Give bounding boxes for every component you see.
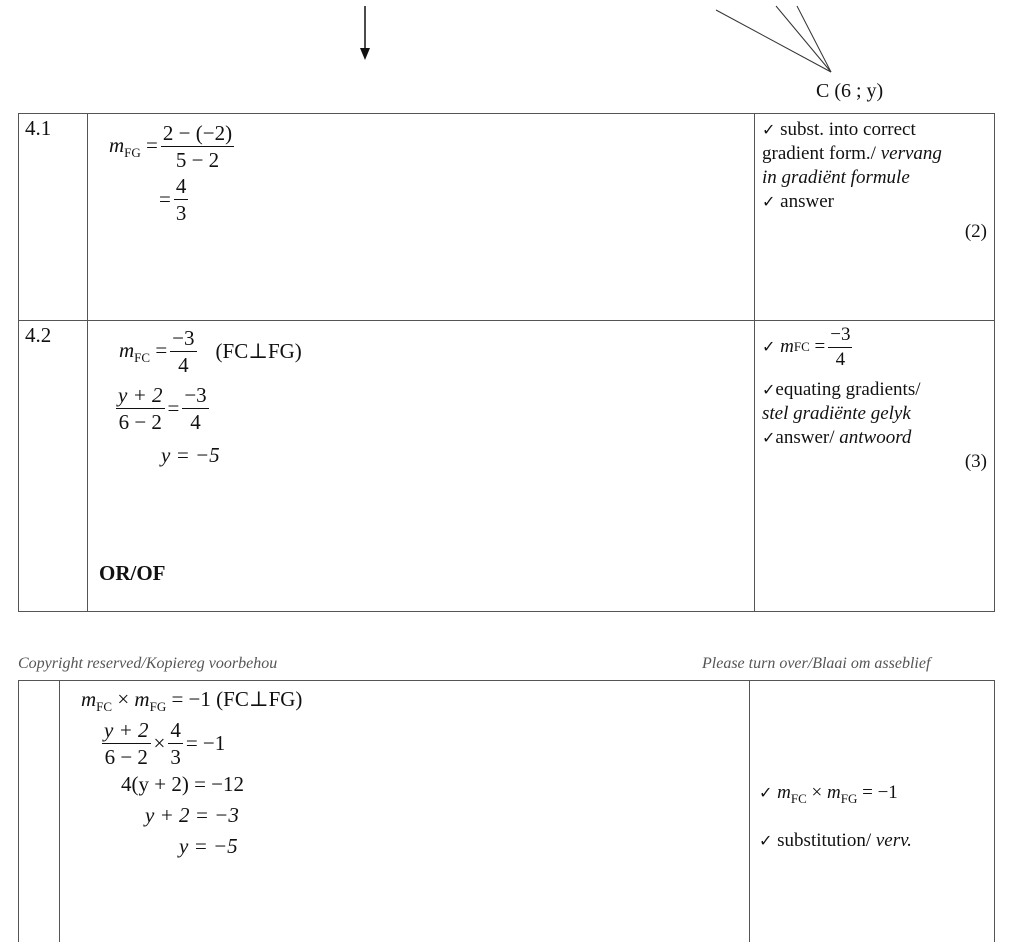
- marks-4-2-alt: ✓ $m_{FC} \times m_{FG} = -1$ ✓ substitution/ verv.: [759, 782, 912, 851]
- diagram-lines: [716, 6, 831, 72]
- answer-4-1: $m_{FG}$ = $\frac{2 - (-2)}{5 - 2}$ = $\frac{4}{3}$: [109, 121, 233, 226]
- mark-total: (3): [964, 450, 987, 472]
- question-number: 4.2: [25, 323, 52, 347]
- question-number: 4.1: [25, 116, 52, 140]
- answer-4-2-alt: $m_{FC} \times m_{FG} = -1$ (FC⊥FG) $\frac{y + 2}{6 - 2}$ × $\frac{4}{3}$ = −1 4(y + 2) = −12 y + 2 = −3 y = −5: [81, 687, 303, 859]
- row-4-2: [19, 321, 994, 611]
- answer-4-2: $m_{FC}$ = $\frac{-3}{4}$ (FC⊥FG) $\frac{y + 2}{6 - 2}$ = $\frac{-3}{4}$ y = −5: [118, 326, 302, 468]
- memo-table-bottom: [18, 680, 995, 942]
- row-4-1: [19, 114, 994, 321]
- diagram-fragment: [0, 0, 1015, 80]
- or-label: OR/OF: [99, 561, 166, 585]
- point-c-label: C (6 ; y): [816, 80, 884, 102]
- down-arrow-icon: [360, 6, 370, 60]
- footer-cropped: Copyright reserved/Kopiereg voorbehou Please turn over/Blaai om asseblief: [18, 655, 931, 672]
- marks-4-1: ✓ subst. into correct gradient form./ vervang in gradiënt formule ✓ answer (2): [762, 119, 987, 242]
- marks-4-2: ✓ m FC = $\frac{-3}{4}$ ✓equating gradients/ stel gradiënte gelyk ✓answer/ antwoord (3): [762, 324, 987, 472]
- memo-table-top: [18, 113, 995, 612]
- mark-total: (2): [964, 221, 987, 242]
